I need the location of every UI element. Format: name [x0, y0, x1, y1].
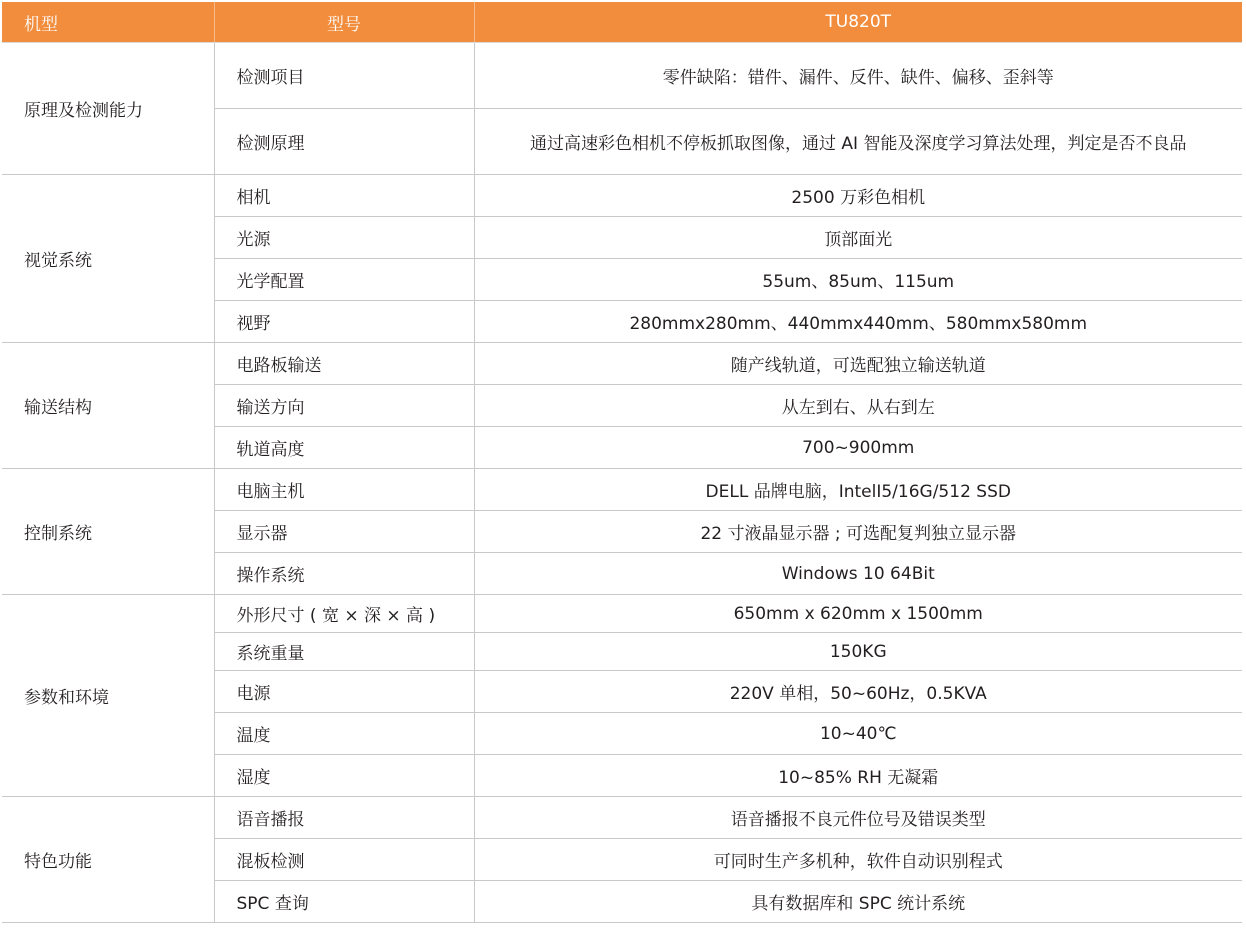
header-product-name: TU820T [474, 2, 1242, 43]
spec-label: 输送方向 [214, 385, 474, 427]
spec-value: 280mmx280mm、440mmx440mm、580mmx580mm [474, 301, 1242, 343]
spec-label: 湿度 [214, 755, 474, 797]
table-row [2, 343, 1242, 385]
spec-label: 电路板输送 [214, 343, 474, 385]
header-model-number: 型号 [214, 2, 474, 43]
table-row [2, 797, 1242, 839]
spec-value: 2500 万彩色相机 [474, 175, 1242, 217]
spec-value: 150KG [474, 633, 1242, 671]
spec-value: 10~85% RH 无凝霜 [474, 755, 1242, 797]
spec-label: 视野 [214, 301, 474, 343]
spec-value: 22 寸液晶显示器 ; 可选配复判独立显示器 [474, 511, 1242, 553]
table-row [2, 595, 1242, 633]
category-principle: 原理及检测能力 [2, 43, 214, 175]
spec-value: 650mm x 620mm x 1500mm [474, 595, 1242, 633]
spec-label: 外形尺寸 ( 宽 × 深 × 高 ) [214, 595, 474, 633]
table-row [2, 43, 1242, 109]
spec-value: 随产线轨道，可选配独立输送轨道 [474, 343, 1242, 385]
spec-label: 检测项目 [214, 43, 474, 109]
spec-table [2, 2, 1242, 923]
spec-label: 语音播报 [214, 797, 474, 839]
table-row [2, 469, 1242, 511]
spec-value: 具有数据库和 SPC 统计系统 [474, 881, 1242, 923]
spec-label: 系统重量 [214, 633, 474, 671]
spec-label: 光学配置 [214, 259, 474, 301]
spec-value: DELL 品牌电脑，IntelI5/16G/512 SSD [474, 469, 1242, 511]
spec-value: 700~900mm [474, 427, 1242, 469]
spec-label: 电源 [214, 671, 474, 713]
spec-label: 光源 [214, 217, 474, 259]
spec-label: 检测原理 [214, 109, 474, 175]
spec-label: SPC 查询 [214, 881, 474, 923]
spec-value: 可同时生产多机种，软件自动识别程式 [474, 839, 1242, 881]
spec-label: 轨道高度 [214, 427, 474, 469]
category-features: 特色功能 [2, 797, 214, 923]
spec-value: 从左到右、从右到左 [474, 385, 1242, 427]
header-row [2, 2, 1242, 43]
spec-label: 混板检测 [214, 839, 474, 881]
spec-value: 通过高速彩色相机不停板抓取图像，通过 AI 智能及深度学习算法处理，判定是否不良品 [474, 109, 1242, 175]
spec-label: 温度 [214, 713, 474, 755]
spec-value: 55um、85um、115um [474, 259, 1242, 301]
spec-value: 零件缺陷：错件、漏件、反件、缺件、偏移、歪斜等 [474, 43, 1242, 109]
category-conveyor: 输送结构 [2, 343, 214, 469]
spec-value: Windows 10 64Bit [474, 553, 1242, 595]
category-parameters: 参数和环境 [2, 595, 214, 797]
spec-value: 语音播报不良元件位号及错误类型 [474, 797, 1242, 839]
spec-label: 显示器 [214, 511, 474, 553]
table-row [2, 175, 1242, 217]
spec-value: 顶部面光 [474, 217, 1242, 259]
spec-label: 电脑主机 [214, 469, 474, 511]
spec-value: 220V 单相，50~60Hz，0.5KVA [474, 671, 1242, 713]
header-model-type: 机型 [2, 2, 214, 43]
category-control: 控制系统 [2, 469, 214, 595]
spec-label: 操作系统 [214, 553, 474, 595]
spec-value: 10~40℃ [474, 713, 1242, 755]
spec-label: 相机 [214, 175, 474, 217]
category-vision: 视觉系统 [2, 175, 214, 343]
